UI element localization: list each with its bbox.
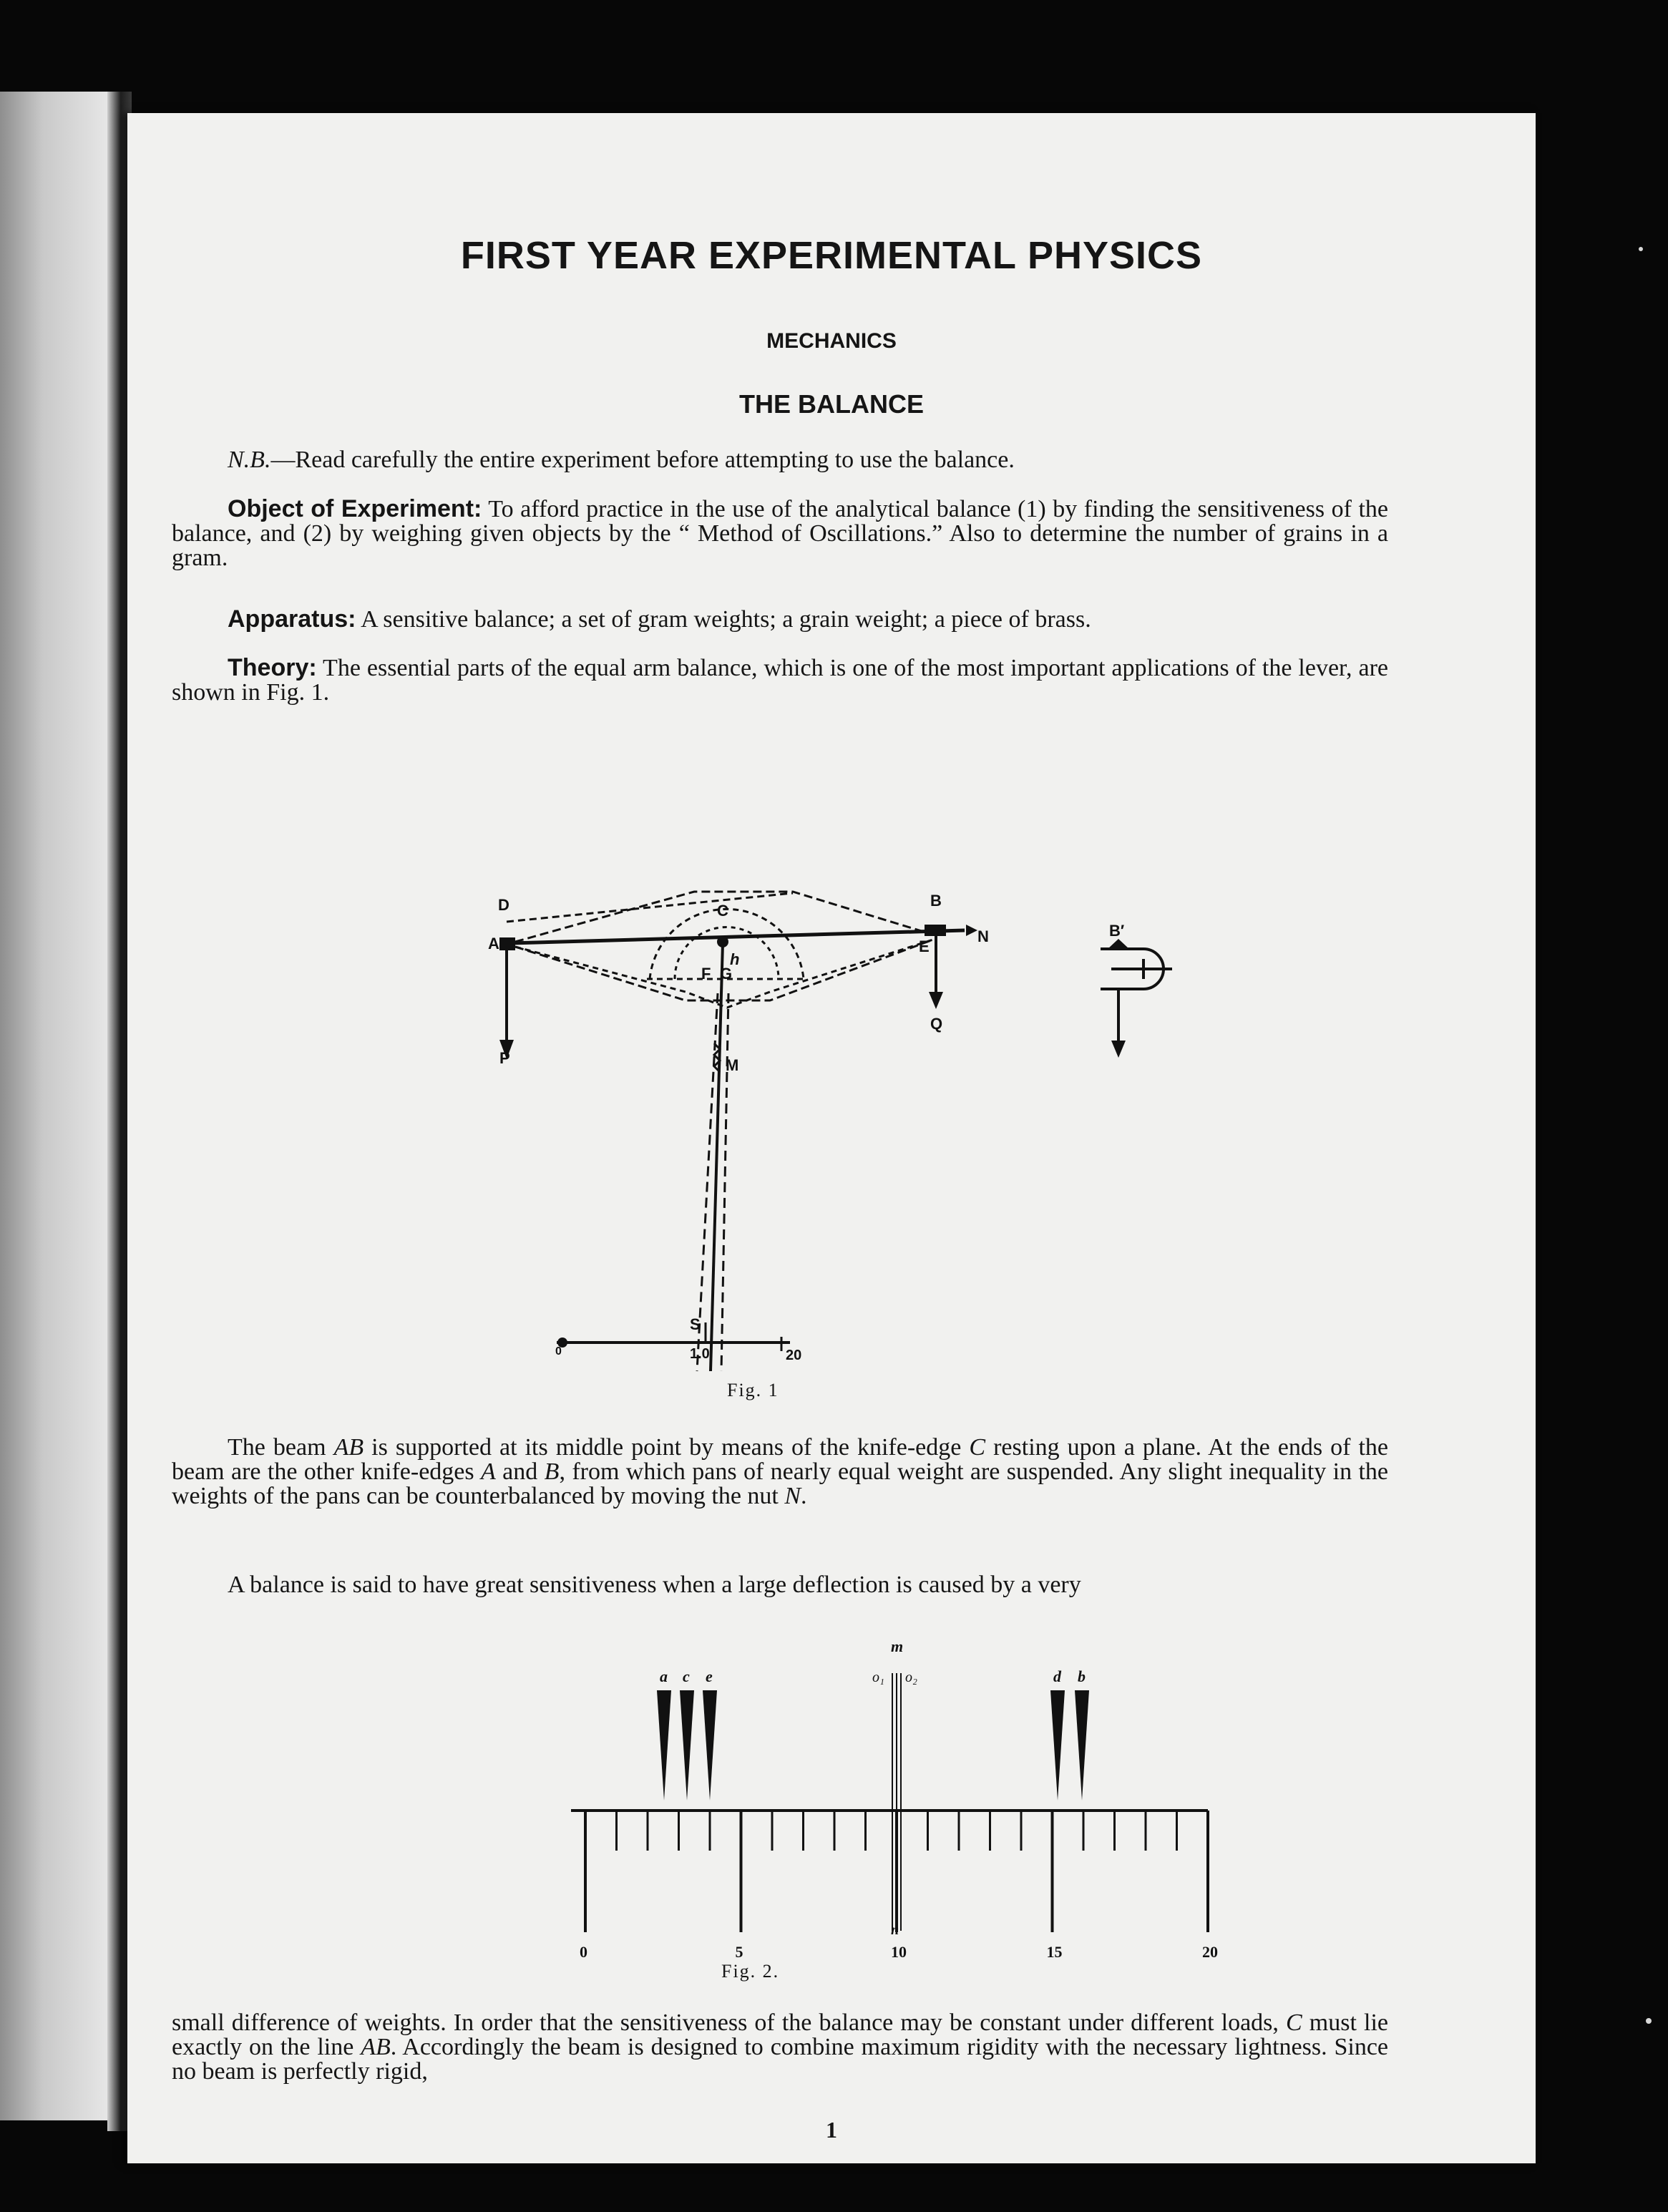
arrow-n (966, 925, 977, 936)
fig2-caption: Fig. 2. (721, 1961, 780, 1982)
apparatus-paragraph (172, 607, 1388, 632)
pointer-label: e (706, 1667, 713, 1685)
fig1-caption: Fig. 1 (727, 1380, 779, 1400)
label-m: M (726, 1056, 739, 1074)
text-run: . Accordingly the beam is designed to combine maximum rigidity with the necessary lightness. Since no beam is perfectly rigid, (172, 2034, 1389, 2085)
scan-speck (1639, 247, 1643, 251)
label-b: B (930, 892, 942, 910)
label-o2: o₂ (905, 1670, 917, 1685)
document-page (127, 113, 1536, 2163)
page-number: 1 (826, 2117, 837, 2143)
text-run: must lie exactly on the line (172, 2009, 1388, 2060)
continuation-paragraph (172, 2011, 1388, 2084)
text-run: , from which pans of nearly equal weight are suspended. Any slight inequality in the weights of the pans can be counterbalanced by moving the nut (172, 1458, 1389, 1509)
label-m: m (891, 1637, 904, 1655)
sensitiveness-paragraph (172, 1573, 1388, 1597)
object-label: Object of Experiment: (228, 495, 482, 522)
math-c: C (1286, 2009, 1302, 2036)
beam-paragraph (172, 1436, 1388, 1509)
pointer-label: b (1078, 1667, 1086, 1685)
pointer-mark (703, 1690, 717, 1801)
beam-tilted (507, 893, 793, 922)
object-paragraph (172, 497, 1388, 570)
math-n: N (784, 1483, 801, 1509)
label-b-prime: B′ (1109, 922, 1125, 940)
section-heading: MECHANICS (766, 329, 897, 353)
text-run: . (801, 1483, 807, 1509)
label-f: F (701, 965, 711, 983)
object-text: To afford practice in the use of the analytical balance (1) by finding the sensitiveness of the balance, and (2) by weighing given objects by the “ Method of Oscillations.” Also to determine the number of grains in a gram. (172, 496, 1389, 571)
label-p: P (499, 1049, 510, 1067)
label-e: E (919, 937, 930, 955)
pointer-mark (680, 1690, 694, 1801)
text-run: and (495, 1458, 545, 1485)
arrow-inset (1111, 1041, 1126, 1058)
facing-page-edge (0, 92, 107, 2120)
knife-edge-b (925, 925, 946, 936)
scan-speck (1646, 2018, 1652, 2024)
pointer-mark (657, 1690, 671, 1801)
text-run: is supported at its middle point by means of the knife-edge (364, 1434, 970, 1461)
pointer-label: a (660, 1667, 668, 1685)
deflection-scale-diagram (442, 1623, 1218, 1961)
arrow-q (929, 992, 943, 1009)
theory-text: The essential parts of the equal arm balance, which is one of the most important applications of the lever, are shown in Fig. 1. (172, 655, 1388, 706)
nb-text: —Read carefully the entire experiment before attempting to use the balance. (270, 447, 1015, 473)
text-run: resting upon a plane. At the ends of the beam are the other knife-edges (172, 1434, 1388, 1485)
pointer-mark (1050, 1690, 1065, 1801)
subsection-heading: THE BALANCE (739, 389, 924, 419)
math-c: C (969, 1434, 986, 1461)
theory-paragraph (172, 656, 1388, 705)
text-run: The beam (228, 1434, 334, 1461)
label-g: G (720, 965, 733, 983)
label-q: Q (930, 1015, 943, 1033)
knife-edge-b-prime (1108, 939, 1129, 949)
math-ab: AB (361, 2034, 391, 2060)
tick-label: 5 (735, 1943, 743, 1961)
tick-label: 0 (580, 1943, 587, 1961)
text-run: small difference of weights. In order that the sensitiveness of the balance may be constant under different loads, (172, 2009, 1286, 2036)
math-b: B (544, 1458, 560, 1485)
label-n: n (891, 1922, 899, 1938)
tick-label: 10 (891, 1943, 907, 1961)
tick-label: 15 (1046, 1943, 1063, 1961)
nb-paragraph (228, 448, 1401, 472)
label-scale-zero: 0 (555, 1345, 562, 1358)
center-knife-edge (717, 936, 728, 947)
nb-label: N.B. (228, 447, 271, 473)
tick-label: 20 (1202, 1943, 1218, 1961)
label-h: h (730, 950, 740, 968)
label-scale-ten: 1.0 (690, 1346, 710, 1362)
math-ab: AB (333, 1434, 364, 1461)
text-run: A balance is said to have great sensitiveness when a large deflection is caused by a very (228, 1572, 1081, 1598)
math-a: A (481, 1458, 496, 1485)
beam-ab (510, 930, 965, 943)
label-o1: o₁ (872, 1670, 884, 1685)
label-c: C (717, 902, 728, 920)
pointer-right (721, 993, 728, 1371)
knife-edge-a (499, 937, 515, 950)
pointer-mark (1075, 1690, 1089, 1801)
label-n: N (977, 927, 989, 945)
label-s: S (690, 1315, 701, 1333)
label-a: A (488, 935, 499, 952)
pointer-label: c (683, 1667, 690, 1685)
pointer-solid (711, 943, 723, 1371)
balance-diagram (478, 764, 1229, 1394)
page-title: FIRST YEAR EXPERIMENTAL PHYSICS (460, 234, 1203, 277)
apparatus-text: A sensitive balance; a set of gram weights; a grain weight; a piece of brass. (356, 606, 1091, 633)
label-scale-twenty: 20 (786, 1348, 802, 1363)
apparatus-label: Apparatus: (228, 605, 356, 633)
label-d: D (498, 896, 509, 914)
pointer-label: d (1053, 1667, 1061, 1685)
theory-label: Theory: (228, 654, 317, 681)
